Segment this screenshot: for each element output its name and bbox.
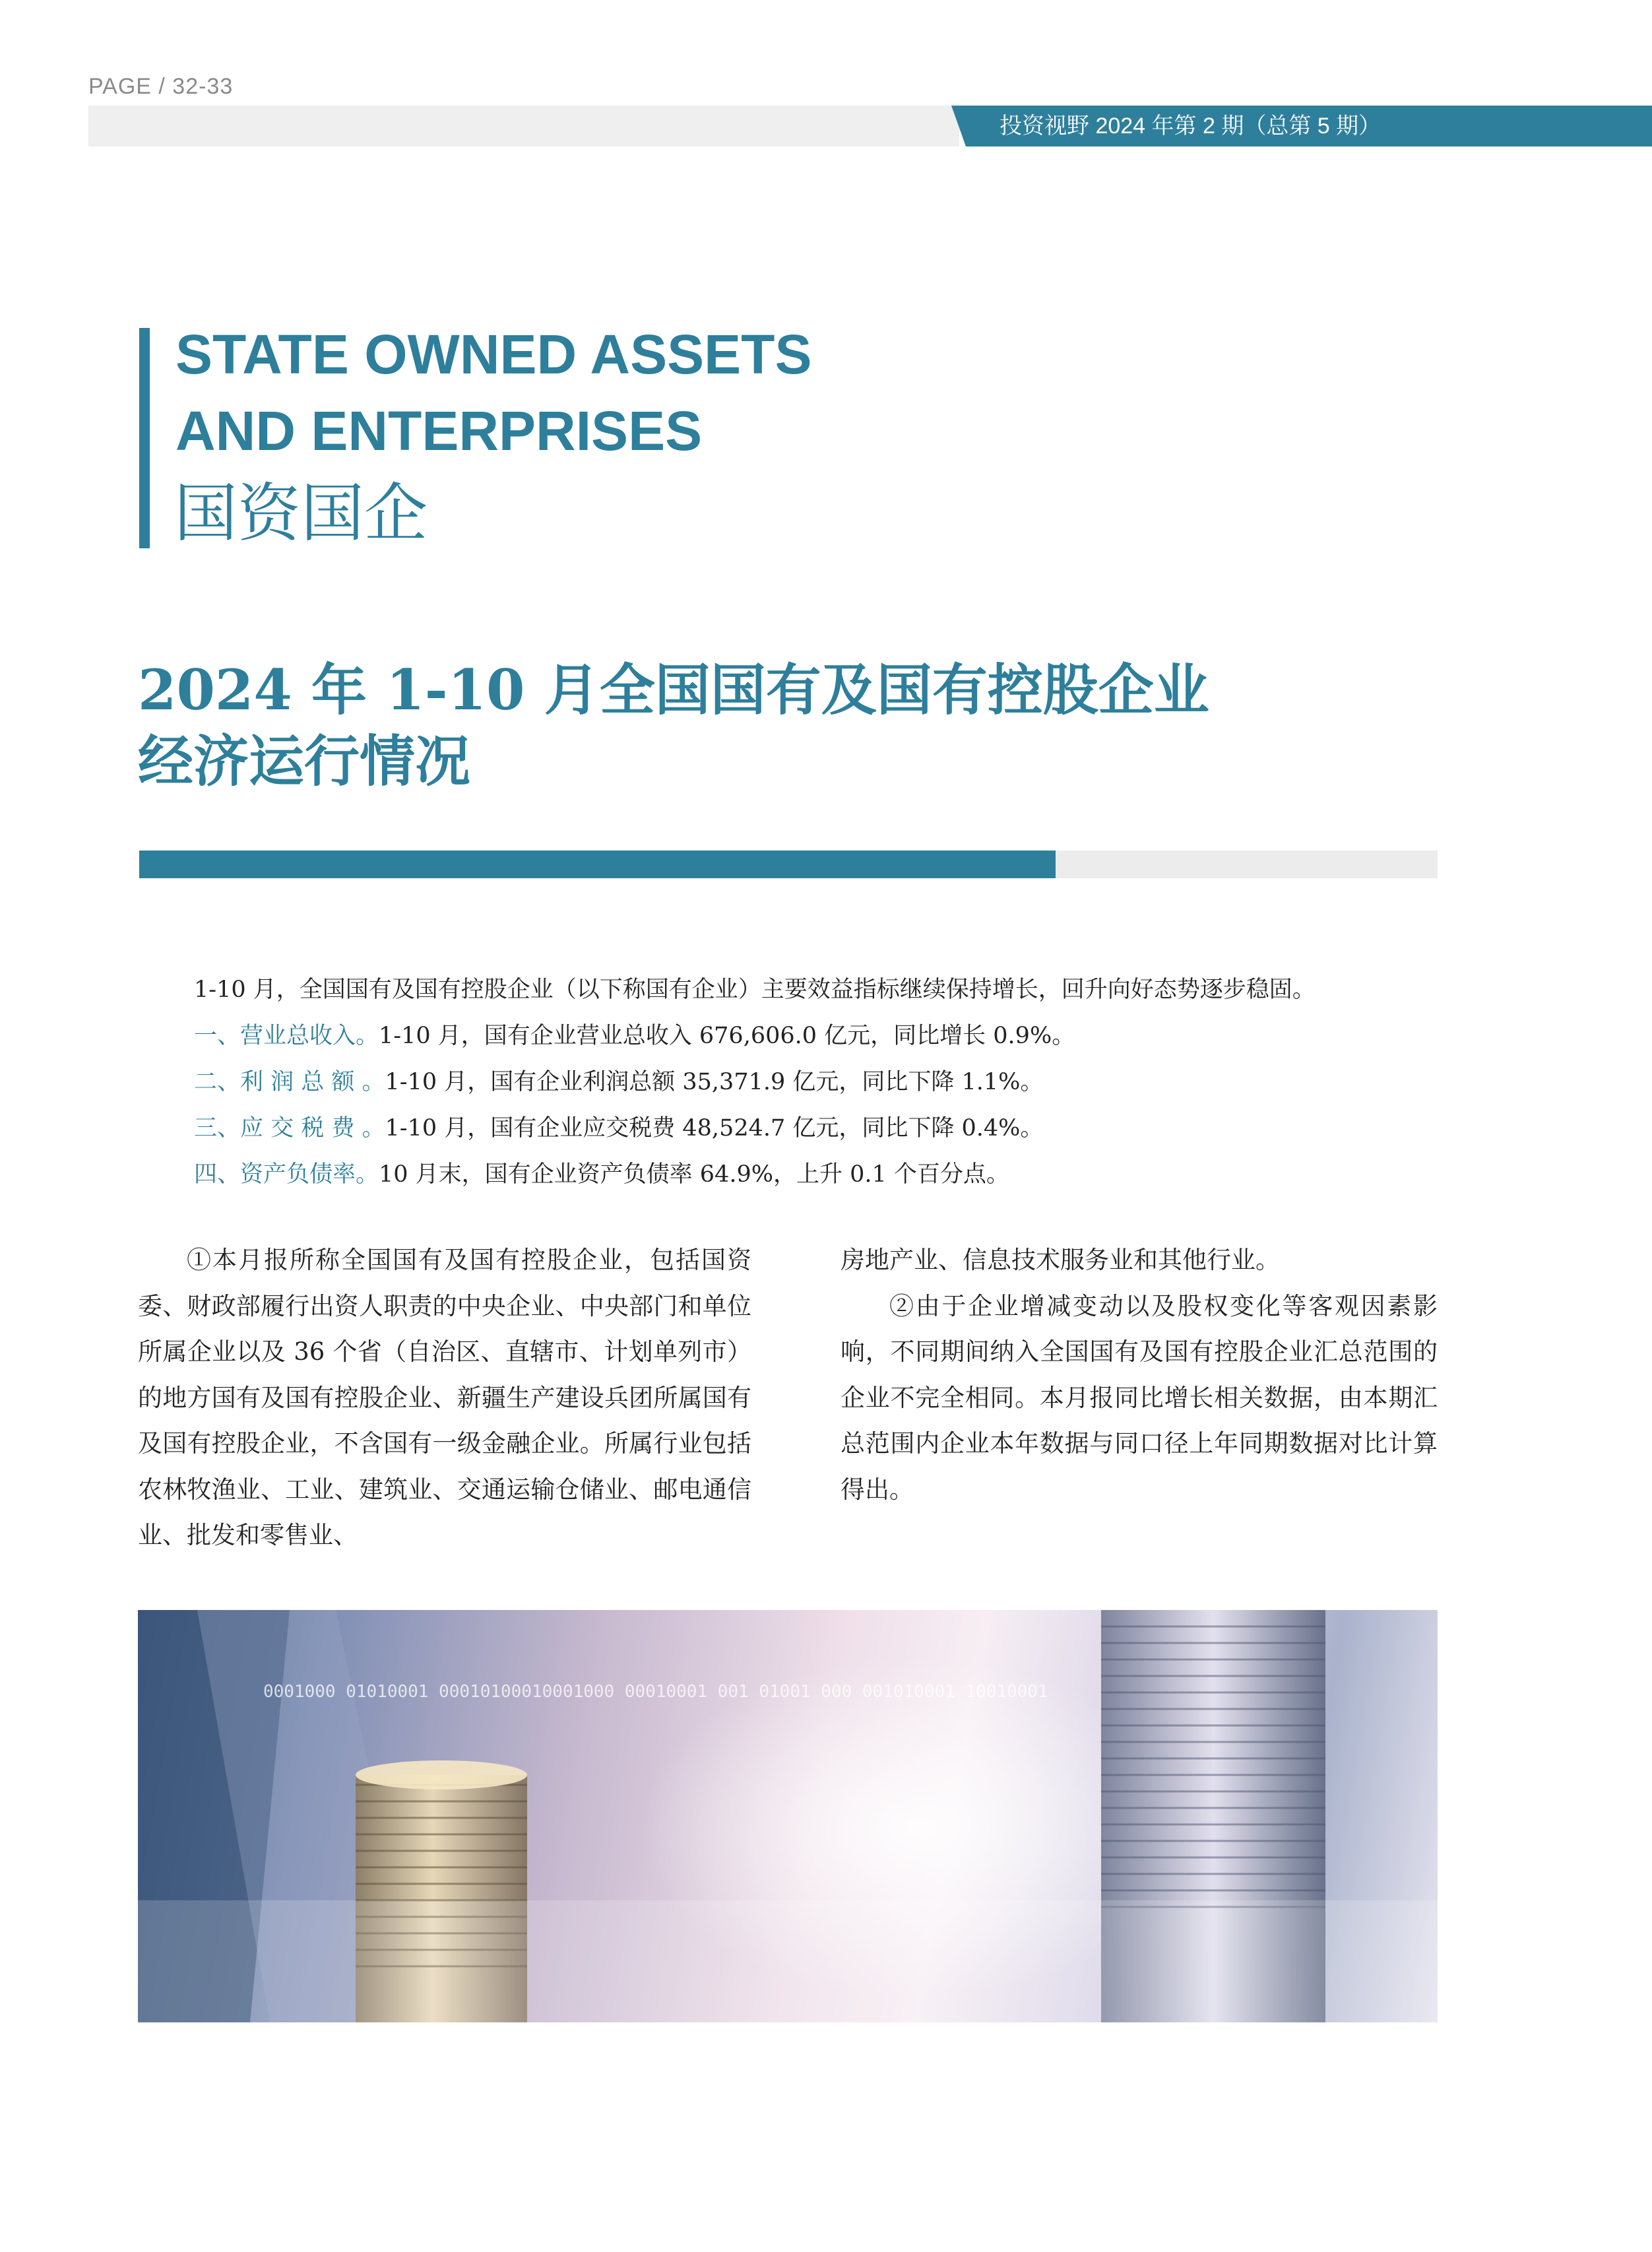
notes-right-column <box>841 1237 1438 1512</box>
note-1: ①本月报所称全国国有及国有控股企业，包括国资委、财政部履行出资人职责的中央企业、中央部门和单位所属企业以及 36 个省（自治区、直辖市、计划单列市）的地方国有及国有控股企业、新疆生产建设兵团所属国有及国有控股企业，不含国有一级金融企业。所属行业包括农林牧渔业、工业、建筑业、交通运输仓储业、邮电通信业、批发和零售业、 <box>138 1246 751 1549</box>
finance-photo <box>138 1610 1438 2022</box>
summary-item-text: 1-10 月，国有企业营业总收入 676,606.0 亿元，同比增长 0.9%。 <box>379 1023 1075 1049</box>
section-accent-bar <box>139 328 150 548</box>
binary-overlay-text: 0001000 01010001 00010100010001000 00010001 001 01001 000 001010001 10010001 <box>263 1682 1048 1702</box>
article-title-line1: 2024 年 1-10 月全国国有及国有控股企业 <box>138 657 1209 723</box>
summary-item-text: 1-10 月，国有企业利润总额 35,371.9 亿元，同比下降 1.1%。 <box>385 1069 1044 1095</box>
header-grey-band <box>88 106 959 146</box>
page-number-label: PAGE / 32-33 <box>88 74 234 99</box>
coin-stacks-illustration <box>138 1610 1438 2022</box>
notes-left-column <box>138 1237 751 1559</box>
summary-item-tax <box>194 1105 1043 1151</box>
summary-item-profit <box>194 1059 1043 1105</box>
summary-item-text: 10 月末，国有企业资产负债率 64.9%，上升 0.1 个百分点。 <box>379 1161 1009 1188</box>
summary-item-debt-ratio <box>194 1151 1009 1198</box>
summary-item-label: 三、应 交 税 费 。 <box>194 1115 385 1142</box>
note-2: ②由于企业增减变动以及股权变化等客观因素影响，不同期间纳入全国国有及国有控股企业汇总范围的企业不完全相同。本月报同比增长相关数据，由本期汇总范围内企业本年数据与同口径上年同期数据对比计算得出。 <box>841 1291 1438 1504</box>
summary-item-label: 二、利 润 总 额 。 <box>194 1069 385 1095</box>
issue-label: 投资视野 2024 年第 2 期（总第 5 期） <box>1000 113 1382 139</box>
note-1-continued: 房地产业、信息技术服务业和其他行业。 <box>841 1246 1280 1274</box>
summary-intro: 1-10 月，全国国有及国有控股企业（以下称国有企业）主要效益指标继续保持增长，回升向好态势逐步稳固。 <box>194 977 1316 1003</box>
section-title-en-line2: AND ENTERPRISES <box>175 400 703 462</box>
summary-item-label: 四、资产负债率。 <box>194 1161 379 1188</box>
section-title-en-line1: STATE OWNED ASSETS <box>175 323 812 385</box>
title-underline-fill <box>139 851 1056 878</box>
title-underline-bar <box>139 851 1438 878</box>
summary-item-text: 1-10 月，国有企业应交税费 48,524.7 亿元，同比下降 0.4%。 <box>385 1115 1044 1142</box>
summary-item-label: 一、营业总收入。 <box>194 1023 379 1049</box>
summary-item-revenue <box>194 1013 1075 1059</box>
article-title-line2: 经济运行情况 <box>138 728 471 794</box>
section-title-zh: 国资国企 <box>174 476 428 550</box>
